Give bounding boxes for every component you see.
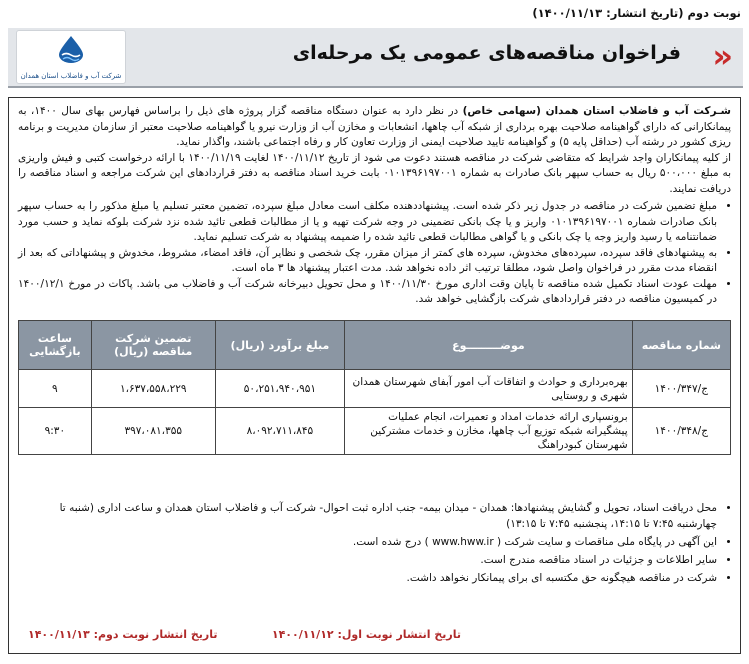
header-bar (8, 28, 743, 88)
header-estimate: مبلغ برآورد (ریال) (215, 321, 344, 370)
tenders-table (18, 320, 731, 455)
logo-caption: شرکت آب و فاضلاب استان همدان (20, 72, 122, 80)
conditions-paragraph: از کلیه پیمانکاران واجد شرایط که متقاضی شرکت در مناقصه هستند دعوت می شود از تاریخ ۱۴۰۰/۱۱/۱۲ لغایت ۱۴۰۰/۱۱/۱۹ با ارائه درخواست کتبی و فیش واریزی به مبلغ ۵۰۰،۰۰۰ ریال به حساب سپهر بانک صادرات به شماره ۰۱۰۱۳۹۶۱۹۷۰۰۱ بابت خرید اسناد مناقصه به دفتر قراردادهای این شرکت مراجعه و اسناد مناقصه را دریافت نمایند. (18, 151, 732, 195)
list-item: • این آگهی در پایگاه ملی مناقصات و سایت شرکت ( www.hww.ir ) درج شده است. (18, 534, 717, 550)
notice-body (18, 104, 731, 308)
list-item: • مهلت عودت اسناد تکمیل شده مناقصه تا پایان وقت اداری مورخ ۱۴۰۰/۱۱/۳۰ و محل تحویل دبیرخانه شرکت آب و فاضلاب می باشد. پاکات در مورخ ۱۴۰۰/۱۲/۱ در کمیسیون مناقصه در دفتر قراردادهای شرکت بازگشایی خواهد شد. (18, 277, 717, 308)
publication-round-label: نوبت دوم (تاریخ انتشار: ۱۴۰۰/۱۱/۱۳) (532, 6, 741, 20)
water-drop-logo-icon (53, 34, 89, 64)
table-row (19, 370, 731, 408)
tender-estimate: ۸،۰۹۲،۷۱۱،۸۴۵ (215, 408, 344, 455)
header-tender-number: شماره مناقصه (632, 321, 730, 370)
list-item: • مبلغ تضمین شرکت در مناقصه در جدول زیر ذکر شده است. پیشنهاددهنده مکلف است معادل مبلغ سپرده، تضمین معتبر تسلیم یا مبلغ مذکور را به حساب سپهر بانک صادرات شماره ۰۱۰۱۳۹۶۱۹۷۰۰۱ واریز و یا چک بانکی تضمینی در وجه شرکت تهیه و یا از مطالبات قطعی تائید شده نزد شرکت بلوکه نماید و حسب مورد ضمانتنامه یا رسید واریز وجه یا چک بانکی و یا گواهی مطالبات قطعی تائید شده را ضمیمه پیشنهاد به شرکت تسلیم نماید. (18, 199, 717, 246)
tender-opening-time: ۹:۳۰ (19, 408, 92, 455)
second-publication-date: تاریخ انتشار نوبت دوم: ۱۴۰۰/۱۱/۱۳ (28, 628, 218, 641)
organization-name: شـرکت آب و فاضلاب استان همدان (سهامی خاص) (462, 105, 731, 117)
intro-text: در نظر دارد به عنوان دستگاه مناقصه گزار پروژه های ذیل را براساس فهارس بهای سال ۱۴۰۰، به پیمانکارانی که دارای گواهینامه صلاحیت بهره برداری از شبکه آب چاهها، انشعابات و مخازن آب از وزارت نیرو یا گواهینامه صلاحیت معتبر از سازمان مدیریت و برنامه ریزی کشور در رشته آب (حداقل پایه ۵) و گواهینامه تایید صلاحیت ایمنی از وزارت تعاون کار و رفاه اجتماعی باشند، واگذار نماید. (18, 105, 731, 148)
first-publication-date: تاریخ انتشار نوبت اول: ۱۴۰۰/۱۱/۱۲ (271, 628, 461, 641)
list-item: • به پیشنهادهای فاقد سپرده، سپرده‌های مخدوش، سپرده های کمتر از میزان مقرر، چک شخصی و نظایر آن، فاقد امضاء، مشروط، مخدوش و پیشنهاداتی که بعد از انقضاء مدت مقرر در فراخوان واصل شود، مطلقا ترتیب اثر داده نخواهد شد. مدت اعتبار پیشنهاد ها ۳ ماه است. (18, 246, 717, 277)
tender-estimate: ۵۰،۲۵۱،۹۴۰،۹۵۱ (215, 370, 344, 408)
tender-guarantee: ۳۹۷،۰۸۱،۳۵۵ (91, 408, 215, 455)
tender-opening-time: ۹ (19, 370, 92, 408)
header-opening-time: ساعت بازگشایی (19, 321, 92, 370)
additional-info (18, 500, 731, 588)
list-item: • سایر اطلاعات و جزئیات در اسناد مناقصه مندرج است. (18, 552, 717, 568)
table-row (19, 408, 731, 455)
list-item: • محل دریافت اسناد، تحویل و گشایش پیشنهادها: همدان - میدان بیمه- جنب اداره ثبت احوال- شرکت آب و فاضلاب استان همدان و ساعت اداری (شنبه تا چهارشنبه ۷:۴۵ تا ۱۴:۱۵، پنجشنبه ۷:۴۵ تا ۱۳:۱۵) (18, 500, 717, 532)
list-item: • شرکت در مناقصه هیچگونه حق مکتسبه ای برای پیمانکار نخواهد داشت. (18, 570, 717, 586)
tender-guarantee: ۱،۶۳۷،۵۵۸،۲۲۹ (91, 370, 215, 408)
double-chevron-left-icon: « (712, 37, 733, 75)
company-logo (16, 30, 126, 84)
tender-subject: بهره‌برداری و حوادث و اتفاقات آب امور آبفای شهرستان همدان شهری و روستایی (345, 370, 633, 408)
additional-info-list (18, 500, 731, 586)
tender-number: ج/۱۴۰۰/۳۴۸ (632, 408, 730, 455)
page-title: فراخوان مناقصه‌های عمومی یک مرحله‌ای (292, 42, 681, 64)
header-subject: موضـــــــــوع (345, 321, 633, 370)
terms-list (18, 199, 731, 308)
tenders-table-wrap (18, 320, 731, 455)
tender-subject: برونسپاری ارائه خدمات امداد و تعمیرات، انجام عملیات پیشگیرانه شبکه توزیع آب چاهها، مخازن و خدمات مشترکین شهرستان کبودراهنگ (345, 408, 633, 455)
publication-dates (18, 628, 731, 646)
header-guarantee: تضمین شرکت مناقصه (ریال) (91, 321, 215, 370)
intro-paragraph (18, 104, 731, 151)
tender-number: ج/۱۴۰۰/۳۴۷ (632, 370, 730, 408)
table-header-row (19, 321, 731, 370)
